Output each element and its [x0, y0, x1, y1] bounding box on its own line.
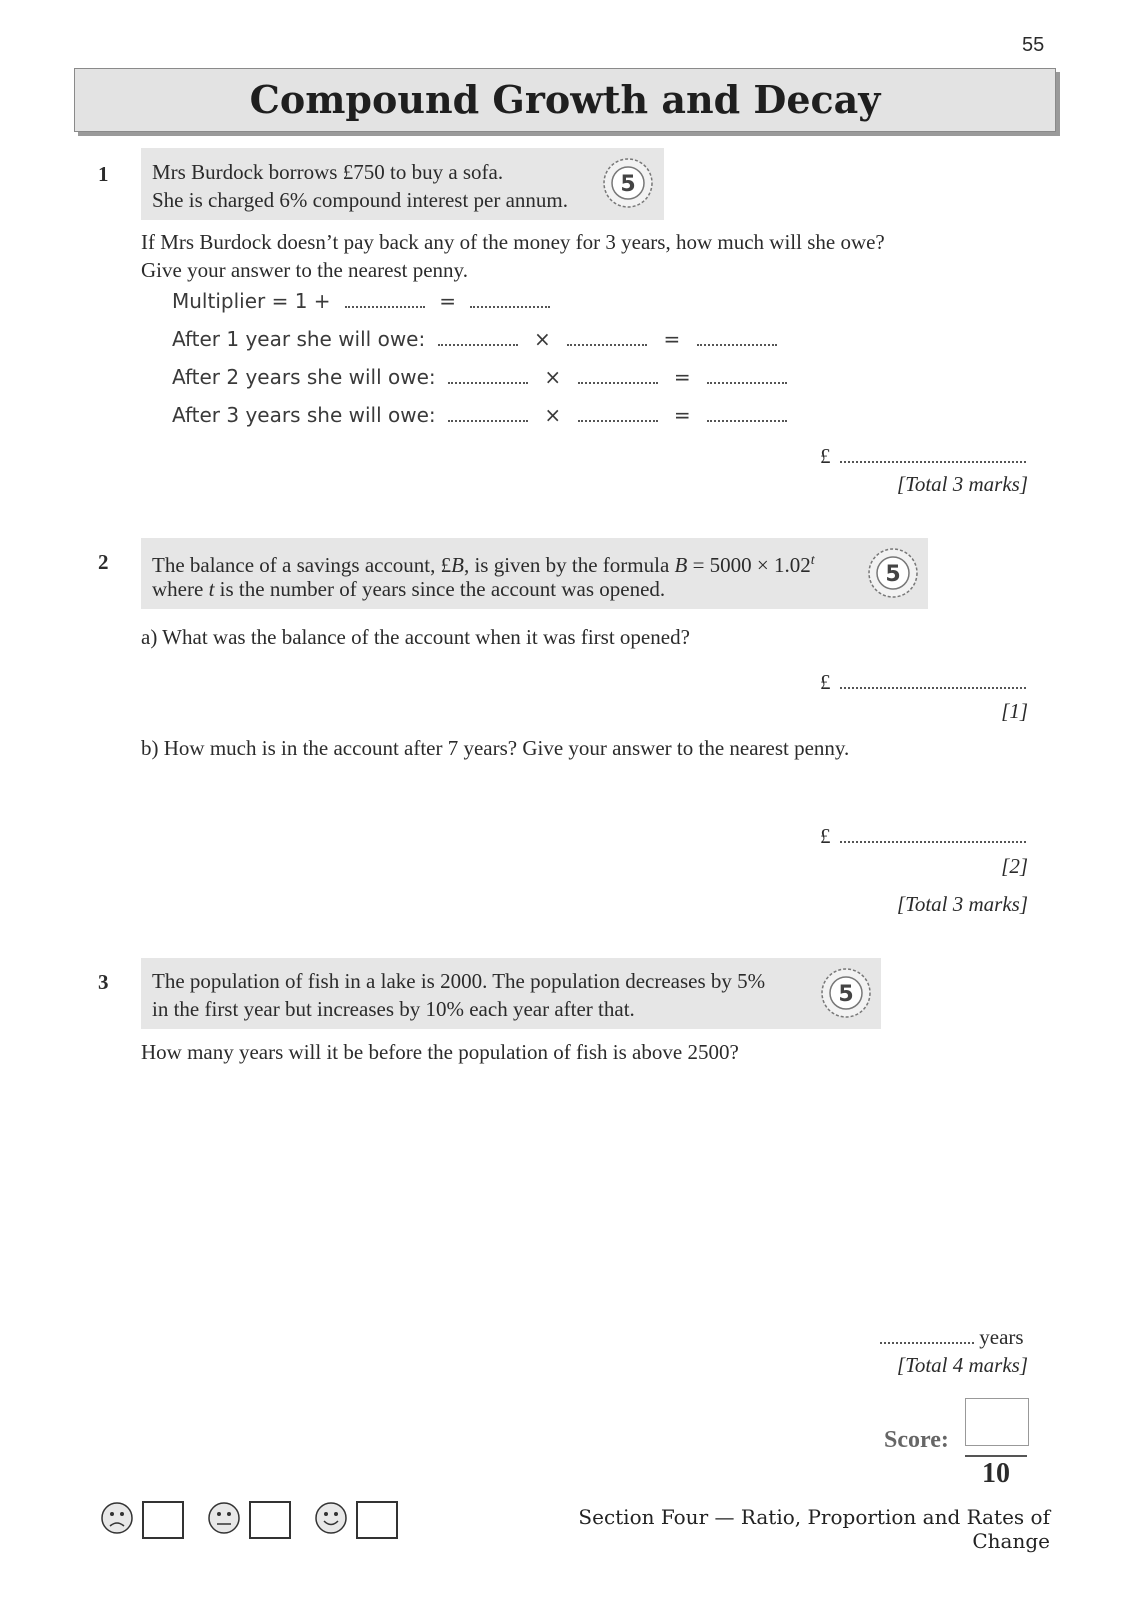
question-1-text-line-2: Give your answer to the nearest penny. — [141, 258, 468, 282]
year-3-amount-blank[interactable] — [448, 406, 528, 422]
question-3-text: How many years will it be before the population of fish is above 2500? — [141, 1040, 739, 1064]
exponent-t: t — [810, 553, 815, 568]
question-2a-text: a) What was the balance of the account when it was first opened? — [141, 625, 690, 649]
question-2-box — [141, 538, 928, 609]
grade-number: 5 — [838, 982, 854, 1007]
equals-sign: = — [663, 327, 681, 351]
score-fraction-bar — [965, 1455, 1027, 1457]
year-2-amount-blank[interactable] — [448, 368, 528, 384]
year-2-label: After 2 years she will owe: — [172, 365, 436, 389]
question-1-total-marks: [Total 3 marks] — [896, 472, 1028, 496]
question-3-answer-line — [880, 1323, 1028, 1351]
question-1-box — [141, 148, 664, 220]
variable-b: B — [674, 553, 688, 577]
title-banner — [74, 68, 1056, 132]
score-label: Score: — [884, 1427, 949, 1453]
question-2b-answer-blank[interactable] — [840, 827, 1026, 843]
question-2-total-marks: [Total 3 marks] — [896, 892, 1028, 916]
year-3-multiplier-blank[interactable] — [578, 406, 658, 422]
text-segment: The balance of a savings account, £ — [152, 553, 452, 577]
text-segment: is the number of years since the account was opened. — [214, 577, 666, 601]
page-number: 55 — [1022, 34, 1045, 56]
question-2b-marks: [2] — [1001, 854, 1028, 878]
pound-sign: £ — [820, 824, 831, 848]
times-sign: × — [544, 403, 562, 427]
question-1-text-line-1: If Mrs Burdock doesn’t pay back any of the money for 3 years, how much will she owe? — [141, 230, 885, 254]
section-footer: Section Four — Ratio, Proportion and Rates of Change — [578, 1505, 1050, 1553]
year-1-line — [172, 327, 777, 351]
multiplier-result-blank[interactable] — [470, 292, 550, 308]
year-2-multiplier-blank[interactable] — [578, 368, 658, 384]
pound-sign: £ — [820, 670, 831, 694]
year-3-result-blank[interactable] — [707, 406, 787, 422]
year-1-amount-blank[interactable] — [438, 330, 518, 346]
sad-face-icon — [100, 1501, 134, 1535]
neutral-checkbox[interactable] — [249, 1501, 291, 1539]
question-3-total-marks: [Total 4 marks] — [896, 1353, 1028, 1377]
multiplier-line — [172, 289, 550, 313]
question-2b-answer-line — [820, 822, 1028, 850]
equals-sign: = — [439, 289, 457, 313]
grade-5-icon — [866, 546, 920, 600]
years-unit: years — [979, 1325, 1024, 1349]
neutral-face-icon — [207, 1501, 241, 1535]
question-1-number: 1 — [98, 162, 109, 186]
question-1-answer-line — [820, 442, 1028, 470]
happy-face-icon — [314, 1501, 348, 1535]
year-2-result-blank[interactable] — [707, 368, 787, 384]
year-3-label: After 3 years she will owe: — [172, 403, 436, 427]
question-3-box — [141, 958, 881, 1029]
equals-sign: = — [673, 365, 691, 389]
grade-number: 5 — [620, 172, 636, 197]
question-2-number: 2 — [98, 550, 109, 574]
question-3-box-line-2: in the first year but increases by 10% each year after that. — [152, 997, 635, 1021]
year-1-result-blank[interactable] — [697, 330, 777, 346]
multiplier-blank[interactable] — [345, 292, 425, 308]
question-3-number: 3 — [98, 970, 109, 994]
score-denominator: 10 — [982, 1458, 1010, 1489]
text-segment: , is given by the formula — [463, 553, 675, 577]
question-2a-answer-blank[interactable] — [840, 673, 1026, 689]
question-3-box-line-1: The population of fish in a lake is 2000. The population decreases by 5% — [152, 969, 766, 993]
year-1-label: After 1 year she will owe: — [172, 327, 426, 351]
variable-t: t — [208, 577, 215, 601]
grade-5-icon — [819, 966, 873, 1020]
question-1-box-line-1: Mrs Burdock borrows £750 to buy a sofa. — [152, 160, 504, 184]
year-2-line — [172, 365, 787, 389]
grade-5-icon — [601, 156, 655, 210]
pound-sign: £ — [820, 444, 831, 468]
question-2a-answer-line — [820, 668, 1028, 696]
sad-checkbox[interactable] — [142, 1501, 184, 1539]
grade-number: 5 — [885, 562, 901, 587]
question-1-box-line-2: She is charged 6% compound interest per annum. — [152, 188, 569, 212]
multiplier-label: Multiplier = 1 + — [172, 289, 331, 313]
equals-sign: = — [673, 403, 691, 427]
year-3-line — [172, 403, 787, 427]
page-title: Compound Growth and Decay — [249, 77, 881, 122]
question-2b-text: b) How much is in the account after 7 years? Give your answer to the nearest penny. — [141, 736, 850, 760]
score-input-box[interactable] — [965, 1398, 1029, 1446]
text-segment: where — [152, 577, 209, 601]
question-2a-marks: [1] — [1001, 699, 1028, 723]
variable-b: B — [451, 553, 464, 577]
formula: = 5000 × 1.02 — [687, 553, 811, 577]
happy-checkbox[interactable] — [356, 1501, 398, 1539]
question-1-answer-blank[interactable] — [840, 447, 1026, 463]
times-sign: × — [544, 365, 562, 389]
question-3-answer-blank[interactable] — [880, 1328, 974, 1344]
question-2-box-line-2 — [152, 575, 665, 603]
year-1-multiplier-blank[interactable] — [567, 330, 647, 346]
times-sign: × — [533, 327, 551, 351]
